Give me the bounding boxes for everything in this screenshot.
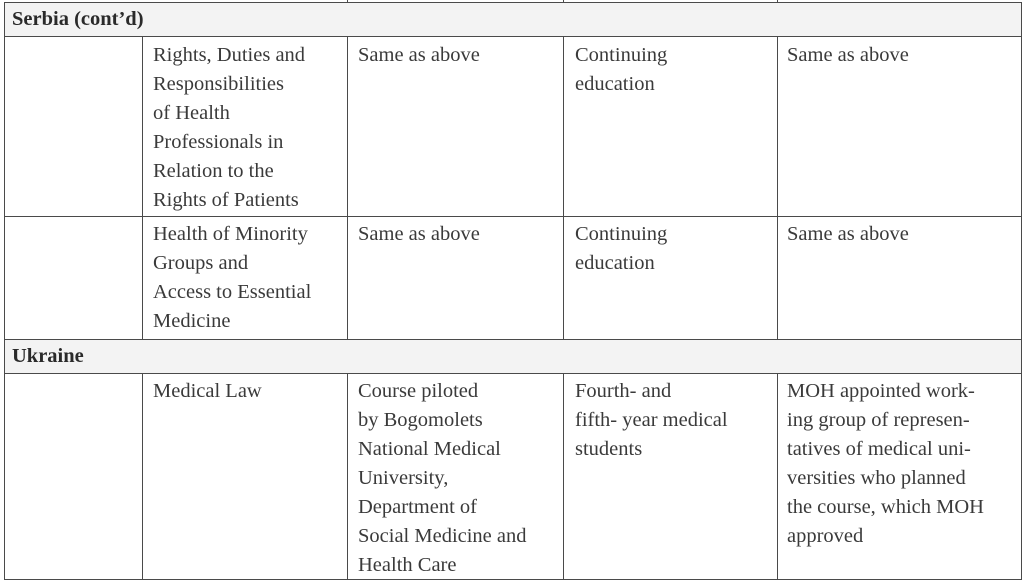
table-border-right (1021, 2, 1022, 580)
column-divider (563, 0, 564, 2)
row-rule (4, 36, 1022, 37)
cell-course-title: Health of Minority Groups and Access to Essential Medicine (153, 223, 312, 332)
cell-developer: Same as above (358, 223, 480, 245)
cell-developer: Same as above (358, 44, 480, 66)
cell-approval: Same as above (787, 223, 909, 245)
cell-approval: Same as above (787, 44, 909, 66)
section-title-serbia: Serbia (cont’d) (12, 8, 144, 30)
column-divider (142, 36, 143, 339)
cell-approval: MOH appointed work- ing group of represen- tatives of medical uni- versities who planned the course, which MOH approved (787, 380, 984, 547)
section-title-ukraine: Ukraine (12, 345, 84, 367)
column-divider (347, 0, 348, 2)
table-border-left (4, 2, 5, 580)
column-divider (563, 36, 564, 339)
cell-course-title: Medical Law (153, 380, 262, 402)
section-header-serbia (4, 2, 1022, 36)
column-divider (347, 373, 348, 580)
cell-audience: Fourth- and fifth- year medical students (575, 380, 728, 460)
column-divider (777, 373, 778, 580)
cell-audience: Continuing education (575, 44, 668, 95)
section-header-ukraine (4, 339, 1022, 373)
row-rule (4, 373, 1022, 374)
row-rule (4, 2, 1022, 3)
column-divider (777, 36, 778, 339)
column-divider (777, 0, 778, 2)
row-rule (4, 216, 1022, 217)
column-divider (142, 373, 143, 580)
cell-course-title: Rights, Duties and Responsibilities of Health Professionals in Relation to the Rights of Patients (153, 44, 306, 211)
cell-audience: Continuing education (575, 223, 668, 274)
row-rule (4, 339, 1022, 340)
column-divider (563, 373, 564, 580)
cell-developer: Course piloted by Bogomolets National Medical University, Department of Social Medicine and Health Care (358, 380, 527, 576)
column-divider (347, 36, 348, 339)
